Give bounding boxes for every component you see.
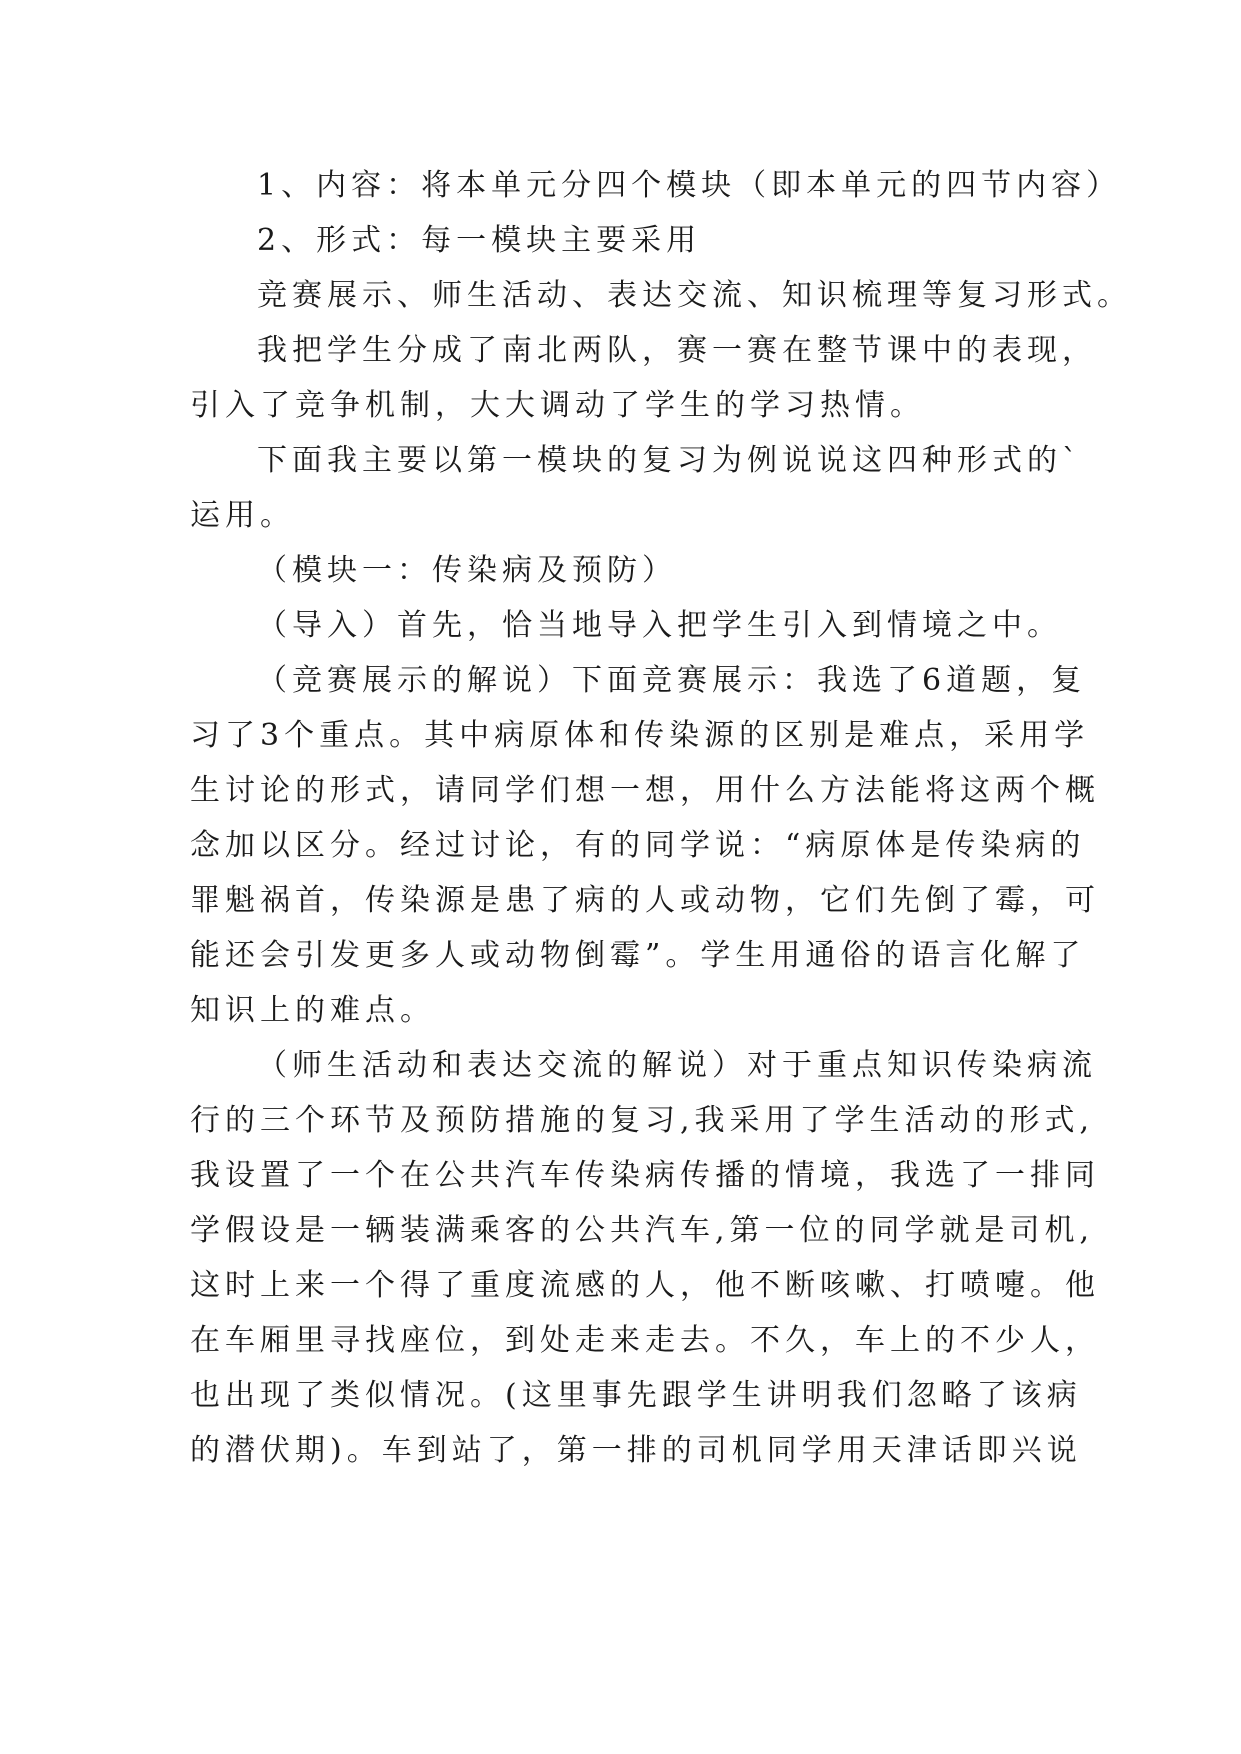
paragraph-line: 我设置了一个在公共汽车传染病传播的情境，我选了一排同: [190, 1158, 1100, 1193]
paragraph-line: 下面我主要以第一模块的复习为例说说这四种形式的`: [257, 443, 1082, 478]
paragraph-line: 1、内容：将本单元分四个模块（即本单元的四节内容）: [257, 168, 1122, 203]
paragraph-line: 也出现了类似情况。(这里事先跟学生讲明我们忽略了该病: [190, 1378, 1082, 1413]
paragraph-line: 运用。: [190, 498, 295, 533]
paragraph-line: （师生活动和表达交流的解说）对于重点知识传染病流: [257, 1048, 1097, 1083]
paragraph-line: 能还会引发更多人或动物倒霉”。学生用通俗的语言化解了: [190, 938, 1086, 973]
paragraph-line: （模块一：传染病及预防）: [257, 553, 677, 588]
paragraph-line: 竞赛展示、师生活动、表达交流、知识梳理等复习形式。: [257, 278, 1132, 313]
paragraph-line: 我把学生分成了南北两队，赛一赛在整节课中的表现，: [257, 333, 1097, 368]
paragraph-line: 学假设是一辆装满乘客的公共汽车,第一位的同学就是司机,: [190, 1213, 1095, 1248]
paragraph-line: 的潜伏期)。车到站了，第一排的司机同学用天津话即兴说: [190, 1433, 1082, 1468]
paragraph-line: （导入）首先，恰当地导入把学生引入到情境之中。: [257, 608, 1062, 643]
paragraph-line: 在车厢里寻找座位，到处走来走去。不久，车上的不少人，: [190, 1323, 1100, 1358]
paragraph-line: 生讨论的形式，请同学们想一想，用什么方法能将这两个概: [190, 773, 1100, 808]
paragraph-line: 行的三个环节及预防措施的复习,我采用了学生活动的形式,: [190, 1103, 1095, 1138]
paragraph-line: 罪魁祸首，传染源是患了病的人或动物，它们先倒了霉，可: [190, 883, 1100, 918]
paragraph-line: 念加以区分。经过讨论，有的同学说：“病原体是传染病的: [190, 828, 1086, 863]
paragraph-line: （竞赛展示的解说）下面竞赛展示：我选了6道题，复: [257, 663, 1087, 698]
paragraph-line: 2、形式：每一模块主要采用: [257, 223, 702, 258]
paragraph-line: 知识上的难点。: [190, 993, 435, 1028]
paragraph-line: 引入了竞争机制，大大调动了学生的学习热情。: [190, 388, 925, 423]
paragraph-line: 习了3个重点。其中病原体和传染源的区别是难点，采用学: [190, 718, 1090, 753]
paragraph-line: 这时上来一个得了重度流感的人，他不断咳嗽、打喷嚏。他: [190, 1268, 1100, 1303]
